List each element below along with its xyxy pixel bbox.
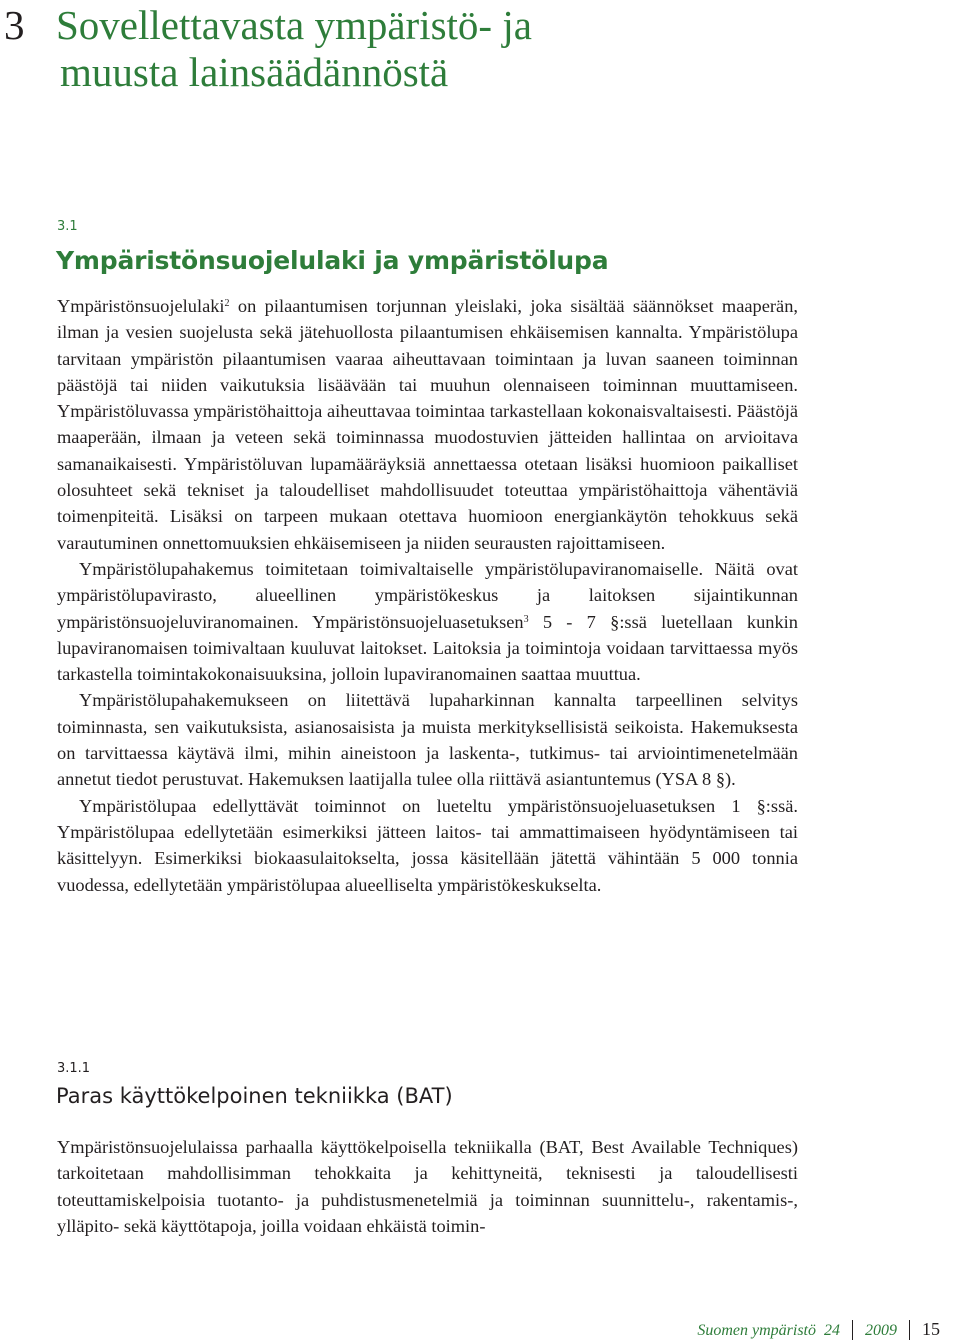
chapter-number: 3 [4,2,25,48]
paragraph-text: on pilaantumisen torjunnan yleislaki, joka sisältää säännökset maaperän, ilman ja vesien suojelusta sekä jätehuollosta pilaantumisen ehkäisemisen kannalta. Ympäristölupa tarvitaan ympäristön pilaantumisen vaaraa aiheuttavaan toimintaan ja luvan saaneen toiminnan päästöjä tai niiden vaikutuksia lisäävään tai muuhun olennaiseen toiminnan muuttamiseen. Ympäristöluvassa ympäristöhaittoja aiheuttavaa toimintaa tarkastellaan kokonaisvaltaisesti. Päästöjä maaperään, ilmaan ja veteen sekä toiminnassa muodostuvien jätteiden hallintaa on arvioitava samanaikaisesti. Ympäristöluvan lupamääräyksiä annettaessa otetaan lisäksi huomioon paikalliset olosuhteet sekä tekniset ja taloudelliset mahdollisuudet toteuttaa ympäristöhaittoja vähentäviä toimenpiteitä. Lisäksi on tarpeen mukaan otettava huomioon energiankäytön tehokkuus sekä varautuminen onnettomuuksien ehkäisemiseen ja niiden seurausten rajoittamiseen. [57,296,798,553]
paragraph: Ympäristölupahakemukseen on liitettävä lupaharkinnan kannalta tarpeellinen selvitys toiminnasta, sen vaikutuksista, asianosaisista ja muista merkityksellisistä seikoista. Hakemuksesta on tarvittaessa käytävä ilmi, mihin aineistoon ja laskenta-, tutkimus- tai arviointimenetelmään annetut tiedot perustuvat. Hakemuksen laatijalla tulee olla riittävä asiantuntemus (YSA 8 §). [57,690,798,790]
paragraph-text: Ympäristölupahakemus toimitetaan toimivaltaiselle ympäristölupaviranomaiselle. Näitä ovat ympäristölupavirasto, alueellinen ympäristökeskus ja laitoksen sijaintikunnan ympäristönsuojeluviranomainen. Ympäristönsuojeluasetuksen [57,558,798,632]
paragraph: Ympäristönsuojelulaissa parhaalla käyttökelpoisella tekniikalla (BAT, Best Available Techniques) tarkoitetaan mahdollisimman tehokkaita ja kehittyneitä, teknisesti ja taloudellisesti toteuttamiskelpoisia tuotanto- ja puhdistusmenetelmiä ja toiminnan suunnittelu-, rakentamis-, ylläpito- sekä käyttötapoja, joilla voidaan ehkäistä toimin- [57,1137,798,1236]
subsection-body [57,1134,798,1239]
section-number: 3.1 [57,219,78,234]
paragraph-text: 5 - 7 §:ssä luetellaan kunkin lupaviranomaisen toimivaltaan kuuluvat laitokset. Laitoksia ja toimintoja voidaan tarvittaessa myös tarkastella toimintakokonaisuuksina, jolloin lupaviranomainen saattaa muuttua. [57,611,798,685]
chapter-title-line2: muusta lainsäädännöstä [60,49,449,95]
subsection-number: 3.1.1 [57,1061,91,1076]
footnote-ref[interactable]: 3 [523,613,529,625]
page-number: 15 [922,1319,940,1339]
footer-divider [909,1320,910,1340]
subsection-title: Paras käyttökelpoinen tekniikka (BAT) [56,1084,453,1108]
section-title: Ympäristönsuojelulaki ja ympäristölupa [56,246,609,275]
section-body [57,293,798,898]
footnote-ref[interactable]: 2 [224,298,230,309]
publication-year: 2009 [865,1322,897,1339]
publication-name: Suomen ympäristö 24 [697,1322,840,1339]
chapter-heading [4,2,904,96]
chapter-title-line1: Sovellettavasta ympäristö- ja [56,2,532,48]
paragraph [57,556,798,687]
page-footer [697,1319,940,1340]
footer-divider [852,1320,853,1340]
paragraph: Ympäristölupaa edellyttävät toiminnot on lueteltu ympäristönsuojeluasetuksen 1 §:ssä. Ympäristölupaa edellytetään esimerkiksi jätteen laitos- tai ammattimaiseen hyödyntämiseen tai käsittelyyn. Esimerkiksi biokaasulaitokselta, jossa käsitellään jätettä vähintään 5 000 tonnia vuodessa, edellytetään ympäristölupaa alueelliselta ympäristökeskukselta. [57,795,798,895]
paragraph [57,293,798,556]
paragraph-text: Ympäristönsuojelulaki [57,296,225,316]
